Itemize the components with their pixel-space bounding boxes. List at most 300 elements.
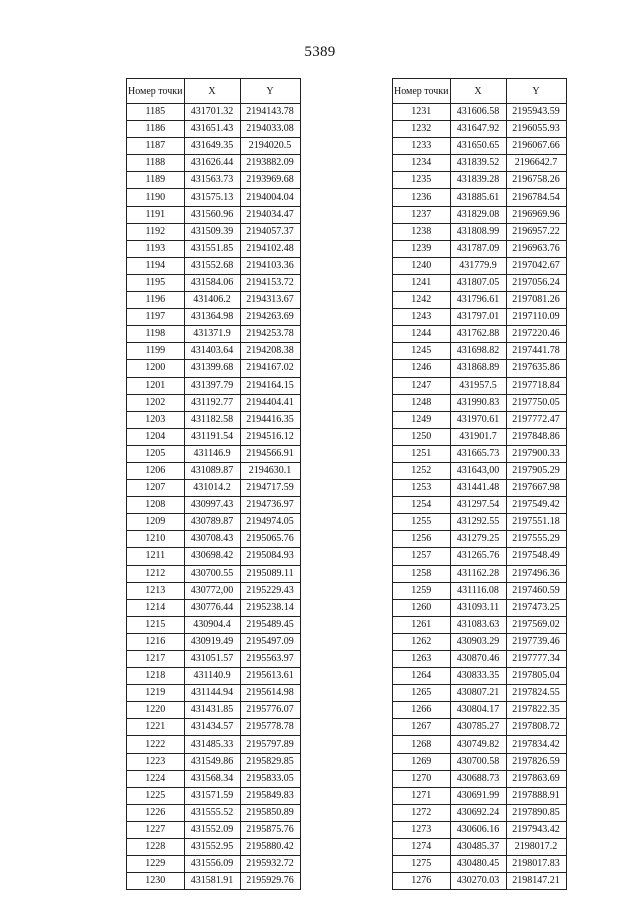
table-row: [127, 548, 301, 565]
cell-x: 431575.13: [184, 189, 240, 206]
table-row: [393, 411, 567, 428]
cell-point-number: 1185: [127, 104, 185, 121]
cell-x: 431144.94: [184, 685, 240, 702]
cell-point-number: 1208: [127, 497, 185, 514]
cell-x: 431093.11: [450, 599, 506, 616]
cell-x: 431647.92: [450, 121, 506, 138]
table-row: [127, 787, 301, 804]
cell-x: 431549.86: [184, 753, 240, 770]
cell-point-number: 1199: [127, 343, 185, 360]
cell-y: 2195084.93: [240, 548, 300, 565]
cell-y: 2194416.35: [240, 411, 300, 428]
cell-point-number: 1244: [393, 326, 451, 343]
cell-x: 431581.91: [184, 873, 240, 890]
table-row: [127, 206, 301, 223]
table-row: [127, 394, 301, 411]
cell-y: 2194313.67: [240, 292, 300, 309]
table-row: [127, 565, 301, 582]
cell-point-number: 1217: [127, 651, 185, 668]
coordinates-table-left: [126, 78, 301, 890]
cell-y: 2196055.93: [506, 121, 566, 138]
cell-y: 2198017.83: [506, 856, 566, 873]
cell-point-number: 1263: [393, 651, 451, 668]
cell-x: 431563.73: [184, 172, 240, 189]
table-row: [127, 257, 301, 274]
cell-x: 431970.61: [450, 411, 506, 428]
cell-point-number: 1202: [127, 394, 185, 411]
cell-point-number: 1238: [393, 223, 451, 240]
cell-x: 431779.9: [450, 257, 506, 274]
cell-point-number: 1262: [393, 633, 451, 650]
table-row: [127, 309, 301, 326]
cell-x: 431651.43: [184, 121, 240, 138]
table-row: [127, 599, 301, 616]
table-row: [127, 616, 301, 633]
cell-point-number: 1229: [127, 856, 185, 873]
table-row: [127, 514, 301, 531]
table-row: [393, 736, 567, 753]
cell-x: 431364.98: [184, 309, 240, 326]
cell-point-number: 1275: [393, 856, 451, 873]
cell-y: 2197890.85: [506, 804, 566, 821]
cell-point-number: 1221: [127, 719, 185, 736]
table-row: [393, 651, 567, 668]
cell-point-number: 1192: [127, 223, 185, 240]
cell-point-number: 1271: [393, 787, 451, 804]
cell-point-number: 1198: [127, 326, 185, 343]
table-row: [127, 668, 301, 685]
table-row: [393, 531, 567, 548]
cell-y: 2195829.85: [240, 753, 300, 770]
cell-y: 2195875.76: [240, 821, 300, 838]
cell-point-number: 1225: [127, 787, 185, 804]
cell-x: 431265.76: [450, 548, 506, 565]
cell-x: 430270.03: [450, 873, 506, 890]
cell-x: 431552.95: [184, 839, 240, 856]
table-row: [393, 155, 567, 172]
cell-point-number: 1209: [127, 514, 185, 531]
table-header-row: [393, 79, 567, 104]
cell-y: 2195065.76: [240, 531, 300, 548]
cell-x: 430870.46: [450, 651, 506, 668]
cell-x: 431406.2: [184, 292, 240, 309]
cell-x: 431162.28: [450, 565, 506, 582]
cell-point-number: 1226: [127, 804, 185, 821]
cell-y: 2197718.84: [506, 377, 566, 394]
table-row: [393, 599, 567, 616]
cell-point-number: 1272: [393, 804, 451, 821]
cell-x: 430691.99: [450, 787, 506, 804]
cell-point-number: 1265: [393, 685, 451, 702]
cell-y: 2196969.96: [506, 206, 566, 223]
cell-x: 431643,00: [450, 462, 506, 479]
cell-x: 431762.88: [450, 326, 506, 343]
cell-x: 431626.44: [184, 155, 240, 172]
table-row: [393, 839, 567, 856]
cell-x: 431787.09: [450, 240, 506, 257]
table-row: [393, 668, 567, 685]
cell-y: 2194404.41: [240, 394, 300, 411]
cell-point-number: 1212: [127, 565, 185, 582]
cell-y: 2195833.05: [240, 770, 300, 787]
cell-y: 2194263.69: [240, 309, 300, 326]
table-row: [393, 309, 567, 326]
header-y: Y: [506, 79, 566, 104]
cell-y: 2197900.33: [506, 445, 566, 462]
cell-x: 431808.99: [450, 223, 506, 240]
table-row: [127, 445, 301, 462]
table-row: [127, 138, 301, 155]
cell-y: 2194164.15: [240, 377, 300, 394]
cell-point-number: 1194: [127, 257, 185, 274]
cell-point-number: 1259: [393, 582, 451, 599]
cell-x: 431116.08: [450, 582, 506, 599]
table-row: [127, 343, 301, 360]
cell-x: 430700.55: [184, 565, 240, 582]
table-row: [393, 138, 567, 155]
cell-y: 2194516.12: [240, 428, 300, 445]
cell-y: 2194253.78: [240, 326, 300, 343]
table-row: [393, 565, 567, 582]
cell-x: 431441.48: [450, 480, 506, 497]
cell-y: 2194102.48: [240, 240, 300, 257]
cell-y: 2194143.78: [240, 104, 300, 121]
cell-x: 431807.05: [450, 274, 506, 291]
cell-x: 430698.42: [184, 548, 240, 565]
table-row: [393, 343, 567, 360]
cell-point-number: 1232: [393, 121, 451, 138]
cell-y: 2195932.72: [240, 856, 300, 873]
cell-point-number: 1255: [393, 514, 451, 531]
table-row: [393, 377, 567, 394]
cell-point-number: 1207: [127, 480, 185, 497]
header-y: Y: [240, 79, 300, 104]
cell-x: 431397.79: [184, 377, 240, 394]
table-row: [127, 770, 301, 787]
table-row: [393, 873, 567, 890]
cell-point-number: 1227: [127, 821, 185, 838]
table-row: [393, 787, 567, 804]
cell-x: 431650.65: [450, 138, 506, 155]
header-x: X: [450, 79, 506, 104]
cell-point-number: 1219: [127, 685, 185, 702]
cell-x: 431839.52: [450, 155, 506, 172]
table-row: [393, 428, 567, 445]
cell-x: 431796.61: [450, 292, 506, 309]
cell-point-number: 1188: [127, 155, 185, 172]
cell-point-number: 1205: [127, 445, 185, 462]
table-row: [127, 685, 301, 702]
table-row: [393, 770, 567, 787]
header-point-number: Номер точки: [127, 79, 185, 104]
table-row: [127, 702, 301, 719]
cell-x: 431014.2: [184, 480, 240, 497]
table-row: [393, 223, 567, 240]
cell-x: 431990.83: [450, 394, 506, 411]
table-row: [393, 719, 567, 736]
table-row: [393, 804, 567, 821]
cell-y: 2198147.21: [506, 873, 566, 890]
cell-x: 430785.27: [450, 719, 506, 736]
cell-point-number: 1268: [393, 736, 451, 753]
cell-y: 2197834.42: [506, 736, 566, 753]
cell-point-number: 1258: [393, 565, 451, 582]
cell-y: 2194736.97: [240, 497, 300, 514]
cell-x: 430903.29: [450, 633, 506, 650]
cell-x: 431571.59: [184, 787, 240, 804]
cell-y: 2197667.98: [506, 480, 566, 497]
cell-point-number: 1237: [393, 206, 451, 223]
cell-point-number: 1266: [393, 702, 451, 719]
cell-y: 2197822.35: [506, 702, 566, 719]
table-row: [393, 514, 567, 531]
cell-point-number: 1186: [127, 121, 185, 138]
table-row: [393, 326, 567, 343]
table-row: [393, 104, 567, 121]
cell-x: 431146.9: [184, 445, 240, 462]
table-row: [393, 394, 567, 411]
table-row: [393, 616, 567, 633]
cell-x: 431829.08: [450, 206, 506, 223]
cell-point-number: 1210: [127, 531, 185, 548]
table-row: [127, 326, 301, 343]
cell-x: 430480.45: [450, 856, 506, 873]
cell-point-number: 1235: [393, 172, 451, 189]
cell-y: 2197863.69: [506, 770, 566, 787]
cell-x: 430904.4: [184, 616, 240, 633]
cell-point-number: 1270: [393, 770, 451, 787]
cell-y: 2194033.08: [240, 121, 300, 138]
cell-x: 431192.77: [184, 394, 240, 411]
cell-point-number: 1260: [393, 599, 451, 616]
table-row: [127, 411, 301, 428]
cell-point-number: 1193: [127, 240, 185, 257]
cell-point-number: 1200: [127, 360, 185, 377]
cell-point-number: 1215: [127, 616, 185, 633]
cell-y: 2195776.07: [240, 702, 300, 719]
table-row: [393, 240, 567, 257]
cell-y: 2195614.98: [240, 685, 300, 702]
cell-point-number: 1228: [127, 839, 185, 856]
cell-y: 2197548.49: [506, 548, 566, 565]
table-row: [127, 480, 301, 497]
cell-x: 431434.57: [184, 719, 240, 736]
table-row: [393, 685, 567, 702]
cell-y: 2195613.61: [240, 668, 300, 685]
cell-y: 2194717.59: [240, 480, 300, 497]
cell-point-number: 1190: [127, 189, 185, 206]
cell-point-number: 1267: [393, 719, 451, 736]
cell-point-number: 1233: [393, 138, 451, 155]
table-row: [393, 257, 567, 274]
cell-x: 430700.58: [450, 753, 506, 770]
cell-y: 2195489.45: [240, 616, 300, 633]
cell-point-number: 1222: [127, 736, 185, 753]
cell-y: 2193969.68: [240, 172, 300, 189]
cell-y: 2194020.5: [240, 138, 300, 155]
table-row: [127, 873, 301, 890]
cell-x: 431297.54: [450, 497, 506, 514]
table-row: [127, 274, 301, 291]
cell-x: 431698.82: [450, 343, 506, 360]
cell-y: 2197824.55: [506, 685, 566, 702]
cell-x: 430606.16: [450, 821, 506, 838]
cell-y: 2195238.14: [240, 599, 300, 616]
cell-y: 2194057.37: [240, 223, 300, 240]
table-row: [393, 206, 567, 223]
cell-x: 431191.54: [184, 428, 240, 445]
cell-point-number: 1189: [127, 172, 185, 189]
cell-y: 2195089.11: [240, 565, 300, 582]
table-row: [127, 719, 301, 736]
table-row: [127, 736, 301, 753]
cell-point-number: 1230: [127, 873, 185, 890]
cell-y: 2197551.18: [506, 514, 566, 531]
table-row: [127, 462, 301, 479]
cell-x: 431701.32: [184, 104, 240, 121]
cell-x: 431509.39: [184, 223, 240, 240]
cell-y: 2195849.83: [240, 787, 300, 804]
table-row: [127, 531, 301, 548]
table-row: [393, 548, 567, 565]
cell-x: 431556.09: [184, 856, 240, 873]
cell-y: 2197220.46: [506, 326, 566, 343]
cell-x: 431555.52: [184, 804, 240, 821]
table-row: [127, 104, 301, 121]
cell-x: 431901.7: [450, 428, 506, 445]
table-row: [393, 633, 567, 650]
cell-y: 2197739.46: [506, 633, 566, 650]
table-row: [393, 856, 567, 873]
table-row: [127, 292, 301, 309]
table-row: [393, 292, 567, 309]
cell-y: 2197772.47: [506, 411, 566, 428]
cell-point-number: 1201: [127, 377, 185, 394]
cell-point-number: 1240: [393, 257, 451, 274]
cell-x: 431584.06: [184, 274, 240, 291]
cell-x: 430485.37: [450, 839, 506, 856]
table-row: [127, 804, 301, 821]
table-row: [393, 582, 567, 599]
cell-x: 431403.64: [184, 343, 240, 360]
cell-x: 431551.85: [184, 240, 240, 257]
table-row: [127, 360, 301, 377]
cell-point-number: 1231: [393, 104, 451, 121]
cell-y: 2195229.43: [240, 582, 300, 599]
cell-y: 2194103.36: [240, 257, 300, 274]
cell-point-number: 1239: [393, 240, 451, 257]
cell-x: 430776.44: [184, 599, 240, 616]
table-row: [127, 240, 301, 257]
cell-y: 2197777.34: [506, 651, 566, 668]
table-row: [127, 121, 301, 138]
table-row: [127, 821, 301, 838]
cell-y: 2196963.76: [506, 240, 566, 257]
header-x: X: [184, 79, 240, 104]
cell-point-number: 1273: [393, 821, 451, 838]
cell-point-number: 1254: [393, 497, 451, 514]
cell-x: 431431.85: [184, 702, 240, 719]
table-row: [393, 702, 567, 719]
cell-x: 430772,00: [184, 582, 240, 599]
cell-y: 2197805.04: [506, 668, 566, 685]
cell-x: 431649.35: [184, 138, 240, 155]
cell-x: 431182.58: [184, 411, 240, 428]
cell-x: 430804.17: [450, 702, 506, 719]
cell-x: 430833.35: [450, 668, 506, 685]
cell-x: 431568.34: [184, 770, 240, 787]
cell-x: 431560.96: [184, 206, 240, 223]
table-row: [127, 172, 301, 189]
cell-x: 430708.43: [184, 531, 240, 548]
coordinates-table-right: [392, 78, 567, 890]
cell-y: 2195778.78: [240, 719, 300, 736]
cell-point-number: 1241: [393, 274, 451, 291]
table-row: [393, 462, 567, 479]
cell-y: 2197473.25: [506, 599, 566, 616]
cell-y: 2197826.59: [506, 753, 566, 770]
cell-x: 431868.89: [450, 360, 506, 377]
cell-y: 2197905.29: [506, 462, 566, 479]
table-row: [127, 839, 301, 856]
cell-y: 2194974.05: [240, 514, 300, 531]
cell-x: 431279.25: [450, 531, 506, 548]
table-row: [127, 155, 301, 172]
cell-point-number: 1274: [393, 839, 451, 856]
table-row: [127, 377, 301, 394]
cell-point-number: 1253: [393, 480, 451, 497]
cell-point-number: 1195: [127, 274, 185, 291]
cell-x: 431089.87: [184, 462, 240, 479]
table-row: [127, 497, 301, 514]
cell-x: 431552.68: [184, 257, 240, 274]
cell-y: 2197110.09: [506, 309, 566, 326]
table-row: [127, 223, 301, 240]
table-row: [393, 480, 567, 497]
cell-point-number: 1264: [393, 668, 451, 685]
cell-x: 430997.43: [184, 497, 240, 514]
cell-y: 2197555.29: [506, 531, 566, 548]
cell-point-number: 1197: [127, 309, 185, 326]
cell-x: 431051.57: [184, 651, 240, 668]
cell-point-number: 1223: [127, 753, 185, 770]
table-row: [393, 753, 567, 770]
cell-point-number: 1224: [127, 770, 185, 787]
table-row: [127, 582, 301, 599]
table-row: [393, 274, 567, 291]
cell-y: 2197888.91: [506, 787, 566, 804]
cell-y: 2197460.59: [506, 582, 566, 599]
cell-x: 430789.87: [184, 514, 240, 531]
cell-point-number: 1203: [127, 411, 185, 428]
table-row: [127, 753, 301, 770]
cell-y: 2196642.7: [506, 155, 566, 172]
table-row: [393, 360, 567, 377]
cell-point-number: 1234: [393, 155, 451, 172]
cell-y: 2197750.05: [506, 394, 566, 411]
cell-y: 2196067.66: [506, 138, 566, 155]
cell-y: 2197081.26: [506, 292, 566, 309]
table-row: [127, 633, 301, 650]
cell-x: 431140.9: [184, 668, 240, 685]
cell-y: 2197569.02: [506, 616, 566, 633]
cell-y: 2194153.72: [240, 274, 300, 291]
cell-y: 2194630.1: [240, 462, 300, 479]
table-row: [127, 856, 301, 873]
cell-point-number: 1236: [393, 189, 451, 206]
cell-y: 2195563.97: [240, 651, 300, 668]
cell-x: 431839.28: [450, 172, 506, 189]
